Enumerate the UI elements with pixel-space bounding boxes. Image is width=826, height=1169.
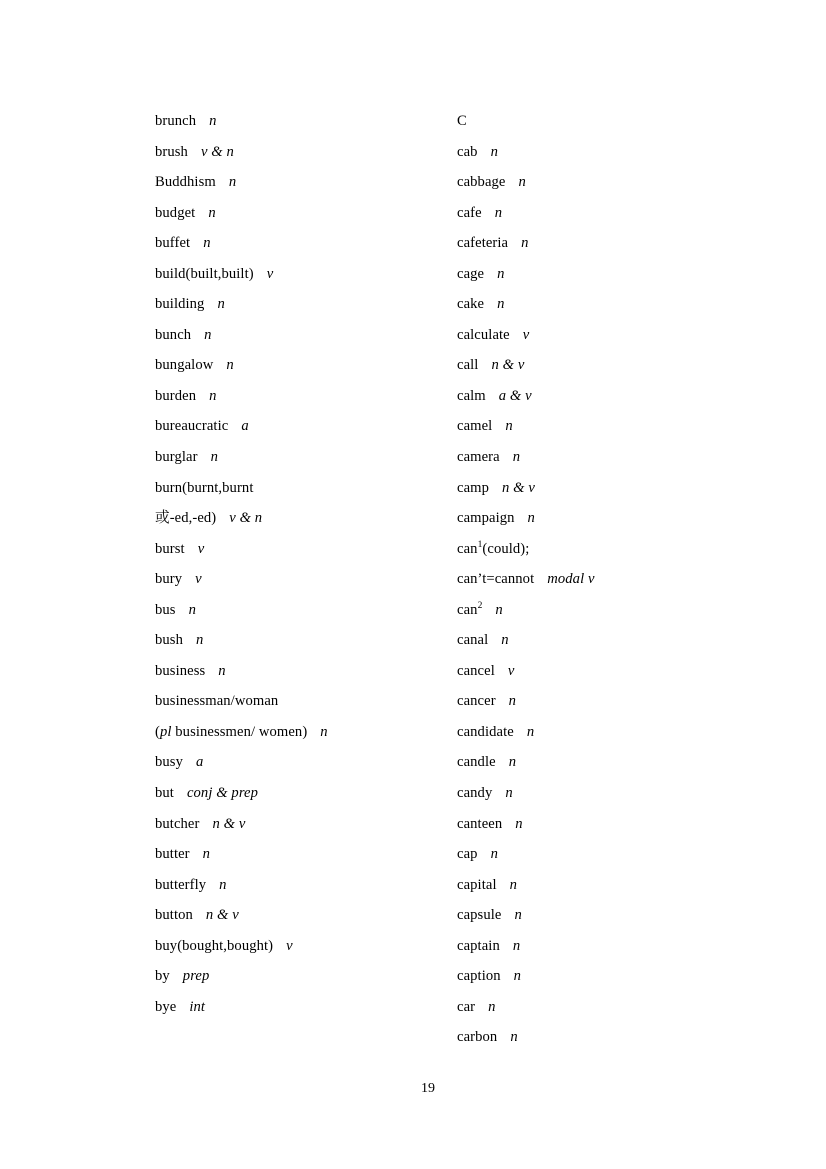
entry-word: cake xyxy=(457,296,485,313)
entry-word-segment: pl xyxy=(159,723,172,740)
entry-word-segment: can xyxy=(457,540,478,557)
entry-word: but xyxy=(155,785,174,802)
word-entry xyxy=(457,961,595,992)
word-entry xyxy=(155,717,328,748)
word-entry xyxy=(155,931,328,962)
entry-word-segment: 1 xyxy=(477,539,483,550)
word-entry xyxy=(457,534,595,565)
entry-pos: n xyxy=(228,174,237,191)
word-entry xyxy=(155,350,328,381)
entry-pos: n xyxy=(527,510,535,527)
entry-word: build(built,built) xyxy=(155,265,254,282)
entry-word: business xyxy=(155,662,206,679)
entry-word: bureaucratic xyxy=(155,418,229,435)
entry-pos: n xyxy=(494,204,503,221)
entry-pos: n xyxy=(209,387,217,404)
entry-word: capsule xyxy=(457,907,502,924)
entry-pos: int xyxy=(189,998,206,1015)
word-entry xyxy=(457,625,595,656)
word-entry xyxy=(457,931,595,962)
entry-word: burn(burnt,burnt xyxy=(155,479,254,496)
entry-word: call xyxy=(457,357,479,374)
entry-pos: v xyxy=(522,326,530,343)
entry-word: cafeteria xyxy=(457,235,509,252)
entry-pos: n xyxy=(514,907,522,924)
word-entry xyxy=(155,625,328,656)
entry-word: calm xyxy=(457,387,486,404)
entry-word: brush xyxy=(155,143,188,160)
entry-pos: n xyxy=(218,662,226,679)
entry-pos: a xyxy=(241,418,249,435)
word-entry xyxy=(155,839,328,870)
entry-pos: conj & prep xyxy=(186,785,259,802)
word-entry xyxy=(155,961,328,992)
entry-word: budget xyxy=(155,204,196,221)
word-entry xyxy=(155,167,328,198)
entry-pos: v xyxy=(286,937,293,954)
entry-word xyxy=(457,541,529,557)
entry-word: campaign xyxy=(457,510,515,527)
entry-pos: n xyxy=(226,357,234,374)
word-entry xyxy=(457,747,595,778)
entry-pos: n xyxy=(505,418,513,435)
word-entry xyxy=(457,870,595,901)
entry-pos: v & n xyxy=(200,143,234,160)
entry-word: cage xyxy=(457,265,485,282)
word-entry xyxy=(155,534,328,565)
entry-pos: n xyxy=(210,449,218,466)
entry-pos: v & n xyxy=(229,510,263,527)
entry-word: camp xyxy=(457,479,490,496)
entry-word-segment: businessmen/ women) xyxy=(171,723,308,740)
word-entry xyxy=(155,198,328,229)
entry-word: candle xyxy=(457,754,496,771)
word-entry xyxy=(155,411,328,442)
entry-pos: n xyxy=(204,326,212,343)
word-entry xyxy=(457,228,595,259)
entry-word: captain xyxy=(457,937,500,954)
entry-word: canteen xyxy=(457,815,503,832)
entry-pos: n xyxy=(505,785,513,802)
entry-pos: a xyxy=(195,754,204,771)
word-entry xyxy=(155,564,328,595)
entry-word: burglar xyxy=(155,449,198,466)
entry-pos: n xyxy=(497,296,505,313)
word-entry xyxy=(457,167,595,198)
entry-pos: n xyxy=(217,296,225,313)
word-list-column-right xyxy=(457,106,595,1053)
entry-pos: n xyxy=(508,693,517,710)
word-entry xyxy=(155,259,328,290)
entry-word: by xyxy=(155,968,170,985)
word-entry xyxy=(457,350,595,381)
entry-pos: n xyxy=(513,968,522,985)
entry-pos: n xyxy=(202,846,211,863)
entry-pos: n xyxy=(195,632,204,649)
entry-word: brunch xyxy=(155,113,197,129)
word-entry xyxy=(457,473,595,504)
entry-pos: n xyxy=(495,601,503,618)
entry-pos: n & v xyxy=(491,357,525,374)
entry-pos: n xyxy=(515,815,523,832)
word-entry xyxy=(155,809,328,840)
entry-word: burst xyxy=(155,540,185,557)
entry-word: carbon xyxy=(457,1029,498,1046)
word-entry xyxy=(155,595,328,626)
entry-word: caption xyxy=(457,968,501,985)
word-entry xyxy=(155,106,328,137)
entry-pos: prep xyxy=(182,968,210,985)
entry-pos: n xyxy=(490,846,498,863)
word-entry xyxy=(155,473,328,504)
entry-pos: v xyxy=(197,540,205,557)
entry-pos: v xyxy=(507,662,515,679)
entry-pos: n xyxy=(510,1029,518,1046)
word-entry xyxy=(155,656,328,687)
entry-pos: n xyxy=(490,143,498,160)
entry-word: cafe xyxy=(457,204,482,221)
word-entry xyxy=(155,870,328,901)
word-entry xyxy=(457,595,595,626)
word-list-column-left xyxy=(155,106,328,1022)
entry-pos: v xyxy=(195,571,202,588)
entry-word: butcher xyxy=(155,815,200,832)
entry-word: button xyxy=(155,907,193,924)
entry-word: busy xyxy=(155,754,183,771)
entry-word: bungalow xyxy=(155,357,214,374)
word-entry xyxy=(457,900,595,931)
word-entry xyxy=(155,442,328,473)
entry-pos: n xyxy=(219,876,227,893)
entry-pos: n xyxy=(501,632,509,649)
entry-word: capital xyxy=(457,876,497,893)
word-entry xyxy=(457,320,595,351)
word-entry xyxy=(457,442,595,473)
word-entry xyxy=(155,900,328,931)
word-entry xyxy=(155,320,328,351)
word-entry xyxy=(457,839,595,870)
word-entry xyxy=(457,198,595,229)
entry-word: building xyxy=(155,296,205,313)
word-entry xyxy=(155,381,328,412)
entry-word: cap xyxy=(457,846,478,863)
entry-word: cancer xyxy=(457,693,496,710)
entry-word: cabbage xyxy=(457,174,506,191)
entry-word-segment: can xyxy=(457,601,478,618)
entry-word: camel xyxy=(457,418,493,435)
entry-pos: v xyxy=(266,265,274,282)
word-entry xyxy=(457,106,595,137)
word-entry xyxy=(155,992,328,1023)
word-entry xyxy=(457,992,595,1023)
entry-word xyxy=(155,724,307,740)
entry-word: businessman/woman xyxy=(155,693,279,710)
entry-pos: n xyxy=(320,723,328,740)
entry-pos: n xyxy=(203,235,211,252)
entry-word-segment: 2 xyxy=(477,600,483,611)
entry-pos: modal v xyxy=(547,571,595,588)
entry-word: car xyxy=(457,998,476,1015)
word-entry xyxy=(457,137,595,168)
entry-pos: n xyxy=(209,113,217,129)
entry-word: calculate xyxy=(457,326,510,343)
word-entry xyxy=(457,564,595,595)
entry-word xyxy=(457,602,482,618)
page-number: 19 xyxy=(421,1081,435,1096)
word-entry xyxy=(457,259,595,290)
entry-pos: n xyxy=(518,174,526,191)
word-entry xyxy=(457,656,595,687)
entry-pos: n & v xyxy=(205,907,239,924)
entry-word: 或-ed,-ed) xyxy=(155,510,217,527)
entry-pos: n xyxy=(208,204,216,221)
entry-pos: n xyxy=(512,449,521,466)
entry-word: bush xyxy=(155,632,183,649)
word-entry xyxy=(155,747,328,778)
word-entry xyxy=(155,686,328,717)
entry-pos: n xyxy=(497,265,505,282)
entry-word: butterfly xyxy=(155,876,207,893)
entry-word: bury xyxy=(155,571,183,588)
entry-pos: n xyxy=(508,754,517,771)
word-entry xyxy=(457,1022,595,1053)
entry-pos: n xyxy=(488,998,496,1015)
entry-word: buy(bought,bought) xyxy=(155,937,274,954)
entry-word: candidate xyxy=(457,723,514,740)
entry-pos: n & v xyxy=(502,479,535,496)
entry-word: butter xyxy=(155,846,190,863)
entry-word: canal xyxy=(457,632,489,649)
entry-word: Buddhism xyxy=(155,174,216,191)
word-entry xyxy=(457,381,595,412)
entry-word: cancel xyxy=(457,662,495,679)
entry-word: candy xyxy=(457,785,493,802)
word-entry xyxy=(155,289,328,320)
entry-word: buffet xyxy=(155,235,191,252)
entry-word-segment: ( xyxy=(155,723,160,740)
entry-word: camera xyxy=(457,449,500,466)
word-entry xyxy=(155,778,328,809)
word-entry xyxy=(457,503,595,534)
entry-word: cab xyxy=(457,143,478,160)
entry-pos: n & v xyxy=(212,815,246,832)
entry-pos: a & v xyxy=(498,387,532,404)
entry-word: can’t=cannot xyxy=(457,571,535,588)
entry-word: burden xyxy=(155,387,197,404)
word-entry xyxy=(155,137,328,168)
entry-pos: n xyxy=(512,937,521,954)
entry-pos: n xyxy=(509,876,517,893)
word-entry xyxy=(155,228,328,259)
word-entry xyxy=(457,809,595,840)
entry-pos: n xyxy=(188,601,196,618)
word-entry xyxy=(457,686,595,717)
entry-word: bunch xyxy=(155,326,192,343)
entry-word: bus xyxy=(155,601,176,618)
entry-pos: n xyxy=(521,235,529,252)
entry-word: C xyxy=(457,113,467,129)
entry-pos: n xyxy=(526,723,535,740)
entry-word: bye xyxy=(155,998,177,1015)
word-entry xyxy=(457,778,595,809)
word-entry xyxy=(457,411,595,442)
entry-word-segment: (could); xyxy=(482,540,530,557)
word-entry xyxy=(155,503,328,534)
word-entry xyxy=(457,289,595,320)
word-entry xyxy=(457,717,595,748)
